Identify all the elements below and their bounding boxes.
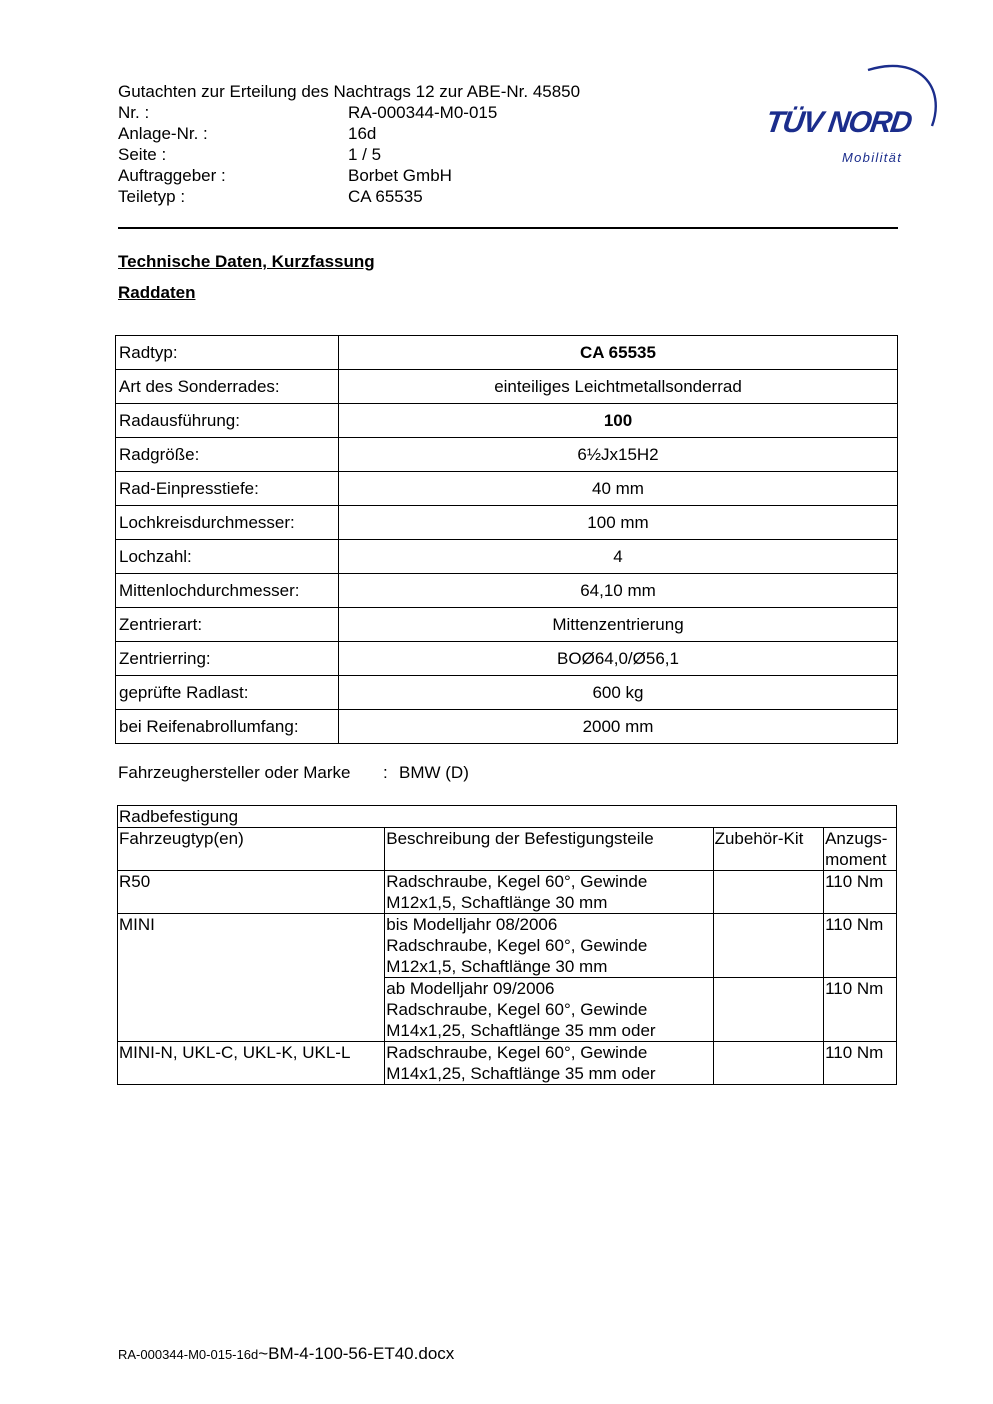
- header-divider: [118, 227, 898, 229]
- header-value: 1 / 5: [348, 145, 382, 164]
- maker-value: BMW (D): [399, 763, 469, 782]
- row-value: 100: [339, 404, 898, 438]
- description-line: Radschraube, Kegel 60°, Gewinde: [386, 1043, 648, 1062]
- footer-suffix: ~BM-4-100-56-ET40.docx: [258, 1344, 455, 1363]
- row-label: Lochzahl:: [116, 540, 339, 574]
- kit-cell: [713, 1042, 824, 1085]
- table-row: [116, 336, 898, 370]
- row-label: Radgröße:: [116, 438, 339, 472]
- row-label: Rad-Einpresstiefe:: [116, 472, 339, 506]
- table-row: [116, 540, 898, 574]
- header-torque: [824, 828, 897, 871]
- section-heading-wheel: Raddaten: [118, 283, 196, 302]
- row-value: BOØ64,0/Ø56,1: [339, 642, 898, 676]
- wheel-data-table: [115, 335, 898, 744]
- header-key: Teiletyp :: [118, 187, 186, 206]
- maker-label: Fahrzeughersteller oder Marke: [118, 763, 351, 782]
- row-value: Mittenzentrierung: [339, 608, 898, 642]
- row-label: geprüfte Radlast:: [116, 676, 339, 710]
- table-row: [116, 574, 898, 608]
- report-title: Gutachten zur Erteilung des Nachtrags 12 zur ABE-Nr. 45850: [118, 82, 581, 101]
- description-line: M12x1,5, Schaftlänge 30 mm: [386, 957, 608, 976]
- row-label: Art des Sonderrades:: [116, 370, 339, 404]
- header-row: [118, 144, 618, 165]
- header-key: Auftraggeber :: [118, 166, 226, 185]
- row-value: CA 65535: [339, 336, 898, 370]
- torque-cell: 110 Nm: [824, 871, 897, 914]
- row-label: bei Reifenabrollumfang:: [116, 710, 339, 744]
- description-line: Radschraube, Kegel 60°, Gewinde: [386, 1000, 648, 1019]
- vehicle-type-cell: MINI-N, UKL-C, UKL-K, UKL-L: [118, 1042, 385, 1085]
- footer-prefix: RA-000344-M0-015-16d: [118, 1347, 259, 1362]
- description-line: ab Modelljahr 09/2006: [386, 979, 555, 998]
- description-line: M14x1,25, Schaftlänge 35 mm oder: [386, 1064, 656, 1083]
- table-row: [116, 676, 898, 710]
- description-line: Radschraube, Kegel 60°, Gewinde: [386, 936, 648, 955]
- row-label: Zentrierart:: [116, 608, 339, 642]
- table-row: [116, 642, 898, 676]
- table-header-row: [118, 828, 897, 871]
- logo-subtitle: Mobilität: [842, 150, 903, 165]
- row-value: 6½Jx15H2: [339, 438, 898, 472]
- description-cell: [385, 978, 713, 1042]
- table-row: [116, 370, 898, 404]
- table-row: [116, 608, 898, 642]
- vehicle-type-cell: MINI: [118, 914, 385, 1042]
- header-row: [118, 123, 618, 144]
- table-caption: Radbefestigung: [118, 806, 897, 828]
- kit-cell: [713, 914, 824, 978]
- table-row: [116, 506, 898, 540]
- header-value: CA 65535: [348, 187, 423, 206]
- table-row: [116, 710, 898, 744]
- row-value: 100 mm: [339, 506, 898, 540]
- description-line: bis Modelljahr 08/2006: [386, 915, 558, 934]
- torque-cell: 110 Nm: [824, 978, 897, 1042]
- row-value: 40 mm: [339, 472, 898, 506]
- row-label: Radtyp:: [116, 336, 339, 370]
- header-row: [118, 186, 618, 207]
- row-label: Zentrierring:: [116, 642, 339, 676]
- section-heading-technical: Technische Daten, Kurzfassung: [118, 252, 375, 271]
- header-key: Nr. :: [118, 103, 150, 122]
- footer-filename: [118, 1344, 454, 1365]
- header-value: 16d: [348, 124, 377, 143]
- table-row: [116, 472, 898, 506]
- description-cell: [385, 1042, 713, 1085]
- row-value: einteiliges Leichtmetallsonderrad: [339, 370, 898, 404]
- description-line: Radschraube, Kegel 60°, Gewinde: [386, 872, 648, 891]
- table-row: [118, 914, 897, 978]
- header-row: [118, 102, 618, 123]
- description-line: M12x1,5, Schaftlänge 30 mm: [386, 893, 608, 912]
- header-torque-line: Anzugs-: [825, 829, 888, 848]
- maker-colon: :: [383, 763, 388, 782]
- row-value: 600 kg: [339, 676, 898, 710]
- fastening-table: [117, 805, 897, 1085]
- description-cell: [385, 914, 713, 978]
- table-row: [118, 1042, 897, 1085]
- row-value: 4: [339, 540, 898, 574]
- header-description: Beschreibung der Befestigungsteile: [385, 828, 713, 871]
- table-row: [116, 404, 898, 438]
- row-value: 2000 mm: [339, 710, 898, 744]
- row-label: Lochkreisdurchmesser:: [116, 506, 339, 540]
- table-row: [118, 871, 897, 914]
- header-key: Seite :: [118, 145, 167, 164]
- kit-cell: [713, 978, 824, 1042]
- row-value: 64,10 mm: [339, 574, 898, 608]
- table-row: [116, 438, 898, 472]
- header-info: [118, 102, 618, 207]
- kit-cell: [713, 871, 824, 914]
- header-kit: Zubehör-Kit: [713, 828, 824, 871]
- header-value: RA-000344-M0-015: [348, 103, 498, 122]
- row-label: Mittenlochdurchmesser:: [116, 574, 339, 608]
- header-value: Borbet GmbH: [348, 166, 452, 185]
- torque-cell: 110 Nm: [824, 914, 897, 978]
- description-cell: [385, 871, 713, 914]
- header-torque-line: moment: [825, 850, 887, 869]
- header-row: [118, 165, 618, 186]
- logo-wordmark: TÜV NORD: [763, 106, 914, 139]
- torque-cell: 110 Nm: [824, 1042, 897, 1085]
- description-line: M14x1,25, Schaftlänge 35 mm oder: [386, 1021, 656, 1040]
- vehicle-type-cell: R50: [118, 871, 385, 914]
- table-caption-row: [118, 806, 897, 828]
- header-key: Anlage-Nr. :: [118, 124, 208, 143]
- header-vehicle-type: Fahrzeugtyp(en): [118, 828, 385, 871]
- row-label: Radausführung:: [116, 404, 339, 438]
